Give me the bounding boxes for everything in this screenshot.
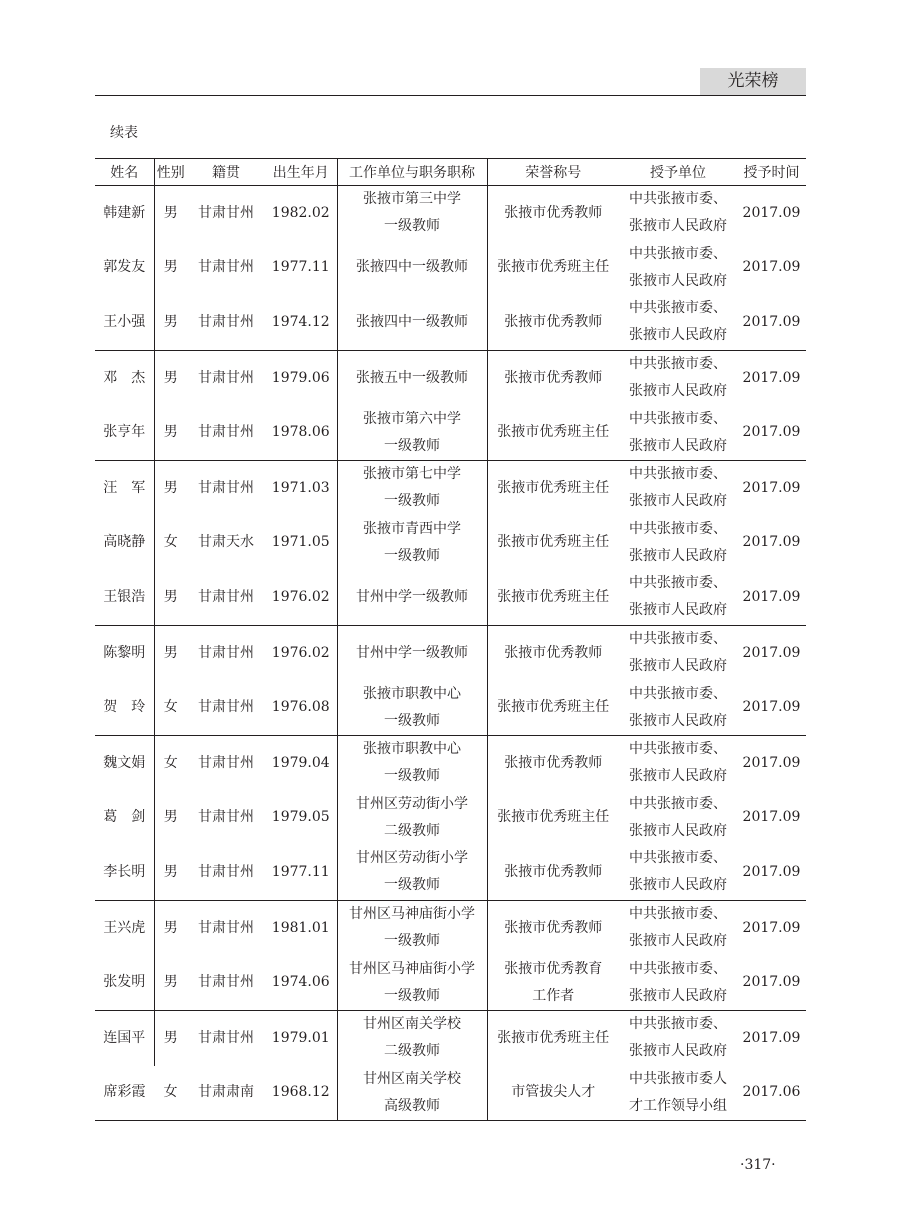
cell-honor-line: 张掖市优秀教师 [504,863,603,880]
cell-honor [487,295,619,350]
table-row [95,1066,806,1121]
cell-work-line: 甘州区南关学校 [363,1070,461,1087]
cell-grantor-line: 中共张掖市委、 [629,191,727,208]
cell-grantor-line: 中共张掖市委、 [629,741,727,758]
cell-date: 2017.09 [742,588,801,605]
cell-grantor-line: 中共张掖市委、 [629,906,727,923]
cell-gender: 男 [163,809,178,826]
cell-work-line: 甘州区南关学校 [363,1016,461,1033]
cell-origin: 甘肃甘州 [198,699,254,716]
cell-work-line: 甘州中学一级教师 [356,644,468,661]
table-row [95,186,806,241]
cell-origin: 甘肃甘州 [198,809,254,826]
cell-work [337,1066,487,1121]
cell-grantor-line: 张掖市人民政府 [629,218,727,235]
cell-grantor [619,735,737,790]
cell-grantor [619,625,737,680]
cell-work [337,735,487,790]
column-header-origin: 籍贯 [187,159,265,186]
cell-gender: 男 [154,350,187,405]
cell-grantor [619,845,737,900]
cell-name: 葛 剑 [95,791,154,846]
cell-honor-line: 张掖市优秀班主任 [497,424,610,441]
cell-work-line: 甘州中学一级教师 [356,588,468,605]
cell-work [337,350,487,405]
table-row [95,900,806,955]
cell-honor [487,625,619,680]
table-row [95,625,806,680]
cell-name: 贺 玲 [95,680,154,735]
cell-honor [487,186,619,241]
cell-origin: 甘肃甘州 [187,625,265,680]
cell-work [337,516,487,571]
cell-origin: 甘肃甘州 [198,204,254,221]
cell-grantor-line: 中共张掖市委、 [629,1016,727,1033]
cell-name: 陈黎明 [95,625,154,680]
cell-date: 2017.09 [737,1010,806,1065]
page-number: ·317· [740,1157,776,1173]
cell-grantor [619,350,737,405]
cell-work-line: 张掖市第三中学 [363,191,461,208]
column-header-name: 姓名 [95,159,154,186]
cell-name: 席彩霞 [95,1066,154,1121]
section-title: 光荣榜 [700,68,806,95]
table-row [95,791,806,846]
cell-grantor [619,955,737,1010]
cell-honor [487,460,619,515]
cell-work-line: 一级教师 [384,877,440,894]
table-row [95,735,806,790]
cell-work-line: 高级教师 [384,1097,440,1114]
cell-birth: 1976.02 [265,625,337,680]
cell-grantor-line: 张掖市人民政府 [629,327,727,344]
cell-grantor-line: 中共张掖市委、 [629,795,727,812]
cell-date: 2017.09 [742,204,801,221]
table-row [95,955,806,1010]
cell-honor-line: 张掖市优秀教育 [504,960,603,977]
cell-grantor [619,680,737,735]
cell-birth: 1977.11 [271,863,330,880]
cell-date: 2017.06 [737,1066,806,1121]
cell-work [337,791,487,846]
cell-work-line: 张掖市职教中心 [363,685,461,702]
cell-origin: 甘肃甘州 [198,974,254,991]
cell-birth: 1974.06 [271,974,330,991]
cell-honor-line: 张掖市优秀教师 [504,369,603,386]
cell-honor-line: 张掖市优秀教师 [504,313,603,330]
table-row [95,241,806,296]
cell-honor [487,350,619,405]
cell-work-line: 张掖市第六中学 [363,410,461,427]
cell-grantor [619,405,737,460]
cell-work [337,186,487,241]
cell-gender: 男 [154,460,187,515]
cell-grantor [619,1066,737,1121]
cell-gender: 男 [163,313,178,330]
cell-honor-line: 张掖市优秀班主任 [497,588,610,605]
cell-birth: 1974.12 [271,313,330,330]
cell-honor [487,405,619,460]
cell-work [337,295,487,350]
cell-work-line: 一级教师 [384,768,440,785]
cell-name: 连国平 [95,1010,154,1065]
cell-grantor-line: 张掖市人民政府 [629,768,727,785]
cell-grantor [619,900,737,955]
cell-work [337,955,487,1010]
cell-grantor-line: 中共张掖市委、 [629,466,727,483]
cell-work-line: 张掖五中一级教师 [356,369,468,386]
table-row [95,516,806,571]
cell-grantor-line: 中共张掖市委、 [629,300,727,317]
cell-work [337,405,487,460]
cell-origin: 甘肃甘州 [187,350,265,405]
cell-honor-line: 张掖市优秀班主任 [497,809,610,826]
cell-honor [487,241,619,296]
table-row [95,680,806,735]
cell-gender: 女 [163,699,178,716]
cell-origin: 甘肃甘州 [198,313,254,330]
cell-work-line: 二级教师 [384,822,440,839]
cell-birth: 1979.04 [265,735,337,790]
cell-work-line: 张掖市第七中学 [363,466,461,483]
cell-gender: 男 [163,204,178,221]
cell-grantor-line: 张掖市人民政府 [629,877,727,894]
cell-name: 王银浩 [95,570,154,625]
cell-honor-line: 张掖市优秀教师 [504,754,603,771]
cell-origin: 甘肃甘州 [187,900,265,955]
cell-honor-line: 张掖市优秀教师 [504,919,603,936]
cell-grantor-line: 中共张掖市委、 [629,356,727,373]
cell-grantor [619,1010,737,1065]
cell-date: 2017.09 [737,625,806,680]
cell-grantor [619,570,737,625]
cell-grantor-line: 中共张掖市委、 [629,850,727,867]
cell-work [337,845,487,900]
cell-birth: 1981.01 [265,900,337,955]
cell-grantor-line: 中共张掖市委、 [629,685,727,702]
cell-work-line: 甘州区劳动街小学 [356,795,468,812]
table-row [95,1010,806,1065]
cell-honor [487,1066,619,1121]
cell-honor [487,1010,619,1065]
cell-honor-line: 张掖市优秀班主任 [497,534,610,551]
cell-gender: 男 [154,900,187,955]
table-body [95,186,806,1121]
table-row [95,570,806,625]
cell-origin: 甘肃甘州 [198,588,254,605]
cell-gender: 男 [163,424,178,441]
cell-grantor-line: 张掖市人民政府 [629,933,727,950]
cell-grantor [619,295,737,350]
cell-grantor-line: 才工作领导小组 [629,1097,727,1114]
cell-gender: 女 [154,1066,187,1121]
honor-table [95,158,806,1121]
cell-honor [487,845,619,900]
column-header-grantor: 授予单位 [619,159,737,186]
cell-grantor-line: 张掖市人民政府 [629,602,727,619]
cell-grantor-line: 中共张掖市委、 [629,575,727,592]
cell-gender: 男 [163,259,178,276]
cell-work-line: 张掖四中一级教师 [356,259,468,276]
cell-name: 魏文娟 [95,735,154,790]
table-row [95,460,806,515]
cell-gender: 男 [163,974,178,991]
cell-gender: 男 [154,1010,187,1065]
cell-honor-line: 工作者 [532,987,575,1004]
column-header-honor: 荣誉称号 [487,159,619,186]
cell-name: 郭发友 [95,241,154,296]
cell-gender: 女 [154,735,187,790]
cell-work-line: 一级教师 [384,437,440,454]
cell-work [337,1010,487,1065]
cell-name: 王小强 [95,295,154,350]
cell-grantor [619,241,737,296]
cell-honor-line: 市管拔尖人才 [511,1084,596,1101]
cell-name: 汪 军 [95,460,154,515]
table-row [95,295,806,350]
cell-honor-line: 张掖市优秀教师 [504,644,603,661]
cell-honor-line: 张掖市优秀教师 [504,204,603,221]
cell-honor-line: 张掖市优秀班主任 [497,699,610,716]
table-row [95,350,806,405]
cell-grantor-line: 张掖市人民政府 [629,1043,727,1060]
cell-honor [487,900,619,955]
cell-gender: 男 [163,588,178,605]
cell-birth: 1979.06 [265,350,337,405]
cell-name: 韩建新 [95,186,154,241]
cell-origin: 甘肃天水 [198,534,254,551]
cell-birth: 1976.02 [271,588,330,605]
cell-birth: 1977.11 [271,259,330,276]
cell-date: 2017.09 [742,974,801,991]
cell-grantor-line: 张掖市人民政府 [629,437,727,454]
cell-date: 2017.09 [742,313,801,330]
cell-honor [487,791,619,846]
continued-label: 续表 [110,125,138,141]
cell-work-line: 一级教师 [384,987,440,1004]
cell-honor [487,516,619,571]
cell-date: 2017.09 [737,900,806,955]
cell-honor [487,680,619,735]
cell-gender: 男 [163,863,178,880]
cell-work-line: 一级教师 [384,493,440,510]
cell-name: 李长明 [95,845,154,900]
cell-work-line: 一级教师 [384,218,440,235]
cell-grantor-line: 中共张掖市委人 [629,1070,727,1087]
cell-work-line: 甘州区马神庙街小学 [349,960,475,977]
cell-name: 张发明 [95,955,154,1010]
cell-date: 2017.09 [737,350,806,405]
cell-grantor-line: 张掖市人民政府 [629,658,727,675]
cell-work [337,570,487,625]
cell-birth: 1982.02 [271,204,330,221]
cell-birth: 1979.01 [265,1010,337,1065]
cell-grantor-line: 张掖市人民政府 [629,383,727,400]
cell-origin: 甘肃肃南 [187,1066,265,1121]
cell-work [337,625,487,680]
cell-work [337,241,487,296]
cell-work-line: 一级教师 [384,933,440,950]
cell-work-line: 一级教师 [384,712,440,729]
cell-grantor-line: 中共张掖市委、 [629,520,727,537]
cell-work-line: 甘州区马神庙街小学 [349,906,475,923]
cell-grantor [619,186,737,241]
table-row [95,405,806,460]
cell-work-line: 二级教师 [384,1043,440,1060]
cell-grantor-line: 张掖市人民政府 [629,547,727,564]
cell-grantor-line: 张掖市人民政府 [629,272,727,289]
column-header-gender: 性别 [154,159,187,186]
table-row [95,845,806,900]
cell-origin: 甘肃甘州 [187,460,265,515]
cell-grantor [619,460,737,515]
cell-grantor-line: 中共张掖市委、 [629,245,727,262]
cell-birth: 1968.12 [265,1066,337,1121]
cell-work-line: 张掖市青西中学 [363,520,461,537]
cell-birth: 1971.03 [265,460,337,515]
cell-origin: 甘肃甘州 [187,735,265,790]
cell-birth: 1978.06 [271,424,330,441]
cell-grantor-line: 张掖市人民政府 [629,822,727,839]
column-header-date: 授予时间 [737,159,806,186]
cell-honor [487,955,619,1010]
cell-date: 2017.09 [742,259,801,276]
cell-gender: 女 [163,534,178,551]
cell-date: 2017.09 [742,863,801,880]
cell-grantor [619,516,737,571]
cell-gender: 男 [154,625,187,680]
cell-date: 2017.09 [742,534,801,551]
cell-honor-line: 张掖市优秀班主任 [497,479,610,496]
header-rule [95,95,806,96]
cell-work [337,900,487,955]
cell-work [337,460,487,515]
cell-grantor-line: 中共张掖市委、 [629,631,727,648]
cell-date: 2017.09 [742,809,801,826]
cell-grantor-line: 中共张掖市委、 [629,960,727,977]
cell-date: 2017.09 [737,735,806,790]
cell-birth: 1971.05 [271,534,330,551]
cell-honor [487,570,619,625]
cell-work-line: 一级教师 [384,547,440,564]
cell-work-line: 张掖四中一级教师 [356,313,468,330]
cell-origin: 甘肃甘州 [198,863,254,880]
cell-name: 王兴虎 [95,900,154,955]
cell-grantor-line: 张掖市人民政府 [629,493,727,510]
cell-grantor [619,791,737,846]
cell-origin: 甘肃甘州 [198,259,254,276]
column-header-work: 工作单位与职务职称 [337,159,487,186]
cell-grantor-line: 中共张掖市委、 [629,410,727,427]
cell-birth: 1976.08 [271,699,330,716]
cell-work [337,680,487,735]
cell-work-line: 甘州区劳动街小学 [356,850,468,867]
cell-origin: 甘肃甘州 [187,1010,265,1065]
cell-date: 2017.09 [742,424,801,441]
cell-grantor-line: 张掖市人民政府 [629,712,727,729]
cell-grantor-line: 张掖市人民政府 [629,987,727,1004]
cell-origin: 甘肃甘州 [198,424,254,441]
cell-birth: 1979.05 [271,809,330,826]
cell-honor [487,735,619,790]
cell-name: 邓 杰 [95,350,154,405]
cell-honor-line: 张掖市优秀班主任 [497,1029,610,1046]
column-header-birth: 出生年月 [265,159,337,186]
cell-date: 2017.09 [737,460,806,515]
cell-work-line: 张掖市职教中心 [363,741,461,758]
table-header-row [95,159,806,186]
cell-name: 高晓静 [95,516,154,571]
cell-date: 2017.09 [742,699,801,716]
cell-honor-line: 张掖市优秀班主任 [497,259,610,276]
cell-name: 张亨年 [95,405,154,460]
